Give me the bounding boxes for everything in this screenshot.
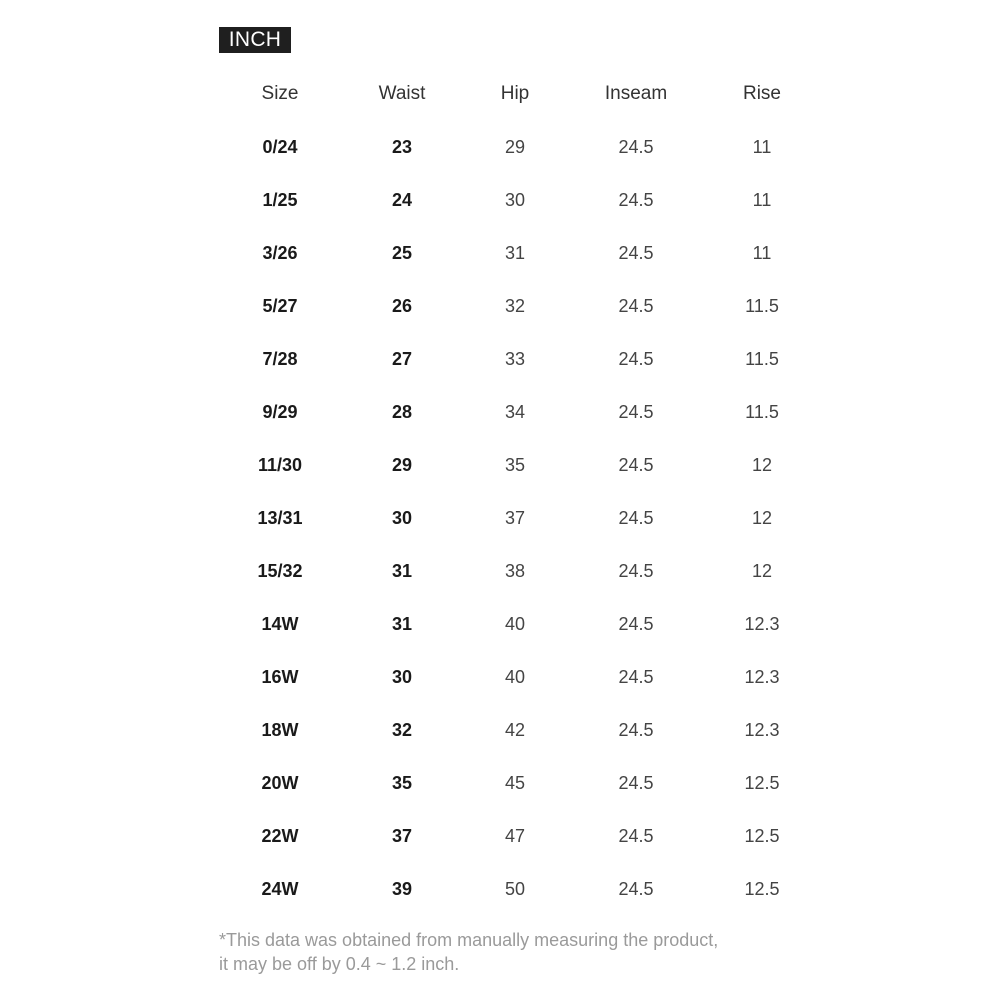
hip-cell: 40: [504, 667, 526, 687]
hip-cell: 37: [504, 508, 526, 528]
size-cell: 7/28: [262, 349, 298, 369]
measurement-disclaimer: [219, 928, 819, 976]
table-row: [0, 821, 1000, 851]
waist-cell: 28: [391, 402, 413, 422]
table-row: [0, 132, 1000, 162]
inseam-cell: 24.5: [618, 402, 654, 422]
table-row: [0, 662, 1000, 692]
inseam-cell: 24.5: [618, 614, 654, 634]
size-cell: 22W: [261, 826, 299, 846]
inseam-cell: 24.5: [618, 826, 654, 846]
hip-cell: 35: [504, 455, 526, 475]
size-cell: 9/29: [262, 402, 298, 422]
hip-cell: 30: [504, 190, 526, 210]
hip-cell: 45: [504, 773, 526, 793]
size-cell: 3/26: [262, 243, 298, 263]
rise-cell: 11: [752, 243, 772, 263]
rise-cell: 12.5: [744, 879, 780, 899]
size-cell: 5/27: [262, 296, 298, 316]
table-row: [0, 556, 1000, 586]
rise-cell: 12: [751, 561, 773, 581]
waist-cell: 35: [391, 773, 413, 793]
size-cell: 11/30: [257, 455, 303, 475]
hip-cell: 29: [504, 137, 526, 157]
table-row: [0, 397, 1000, 427]
inseam-cell: 24.5: [618, 296, 654, 316]
table-row: [0, 503, 1000, 533]
table-row: [0, 715, 1000, 745]
table-row: [0, 344, 1000, 374]
rise-cell: 11: [752, 190, 772, 210]
size-cell: 16W: [261, 667, 299, 687]
inseam-cell: 24.5: [618, 455, 654, 475]
inseam-cell: 24.5: [618, 879, 654, 899]
waist-cell: 24: [391, 190, 413, 210]
table-header: [0, 79, 1000, 109]
rise-cell: 11.5: [745, 349, 779, 369]
unit-badge: INCH: [219, 27, 291, 53]
inseam-cell: 24.5: [618, 667, 654, 687]
rise-cell: 12.3: [744, 720, 780, 740]
table-row: [0, 609, 1000, 639]
header-size: Size: [261, 83, 299, 104]
inseam-cell: 24.5: [618, 243, 654, 263]
waist-cell: 30: [391, 667, 413, 687]
inseam-cell: 24.5: [618, 773, 654, 793]
size-cell: 20W: [261, 773, 299, 793]
size-cell: 13/31: [257, 508, 303, 528]
hip-cell: 34: [504, 402, 526, 422]
size-cell: 14W: [261, 614, 299, 634]
rise-cell: 12.5: [744, 826, 780, 846]
header-hip: Hip: [500, 83, 530, 104]
disclaimer-line-1: *This data was obtained from manually measuring the product,: [219, 930, 719, 950]
hip-cell: 50: [504, 879, 526, 899]
size-cell: 1/25: [262, 190, 298, 210]
rise-cell: 11.5: [745, 402, 779, 422]
waist-cell: 30: [391, 508, 413, 528]
inseam-cell: 24.5: [618, 190, 654, 210]
hip-cell: 42: [504, 720, 526, 740]
table-row: [0, 874, 1000, 904]
table-row: [0, 291, 1000, 321]
hip-cell: 32: [504, 296, 526, 316]
rise-cell: 12.5: [744, 773, 780, 793]
waist-cell: 37: [391, 826, 413, 846]
rise-cell: 11.5: [745, 296, 779, 316]
waist-cell: 39: [391, 879, 413, 899]
waist-cell: 31: [391, 561, 413, 581]
header-rise: Rise: [742, 83, 781, 104]
inseam-cell: 24.5: [618, 720, 654, 740]
rise-cell: 12: [751, 455, 773, 475]
size-cell: 18W: [261, 720, 299, 740]
table-row: [0, 238, 1000, 268]
waist-cell: 23: [391, 137, 413, 157]
disclaimer-line-2: it may be off by 0.4 ~ 1.2 inch.: [219, 954, 460, 974]
size-cell: 24W: [261, 879, 299, 899]
inseam-cell: 24.5: [618, 561, 654, 581]
header-waist: Waist: [378, 83, 426, 104]
waist-cell: 27: [391, 349, 413, 369]
hip-cell: 38: [504, 561, 526, 581]
hip-cell: 47: [504, 826, 526, 846]
waist-cell: 31: [391, 614, 413, 634]
inseam-cell: 24.5: [618, 508, 654, 528]
waist-cell: 26: [391, 296, 413, 316]
rise-cell: 11: [752, 137, 772, 157]
size-cell: 15/32: [257, 561, 303, 581]
rise-cell: 12.3: [744, 667, 780, 687]
table-row: [0, 450, 1000, 480]
inseam-cell: 24.5: [618, 137, 654, 157]
table-row: [0, 768, 1000, 798]
hip-cell: 31: [504, 243, 526, 263]
header-inseam: Inseam: [604, 83, 668, 104]
waist-cell: 29: [391, 455, 413, 475]
rise-cell: 12.3: [744, 614, 780, 634]
size-cell: 0/24: [262, 137, 298, 157]
hip-cell: 40: [504, 614, 526, 634]
table-row: [0, 185, 1000, 215]
hip-cell: 33: [504, 349, 526, 369]
waist-cell: 25: [391, 243, 413, 263]
waist-cell: 32: [391, 720, 413, 740]
rise-cell: 12: [751, 508, 773, 528]
inseam-cell: 24.5: [618, 349, 654, 369]
